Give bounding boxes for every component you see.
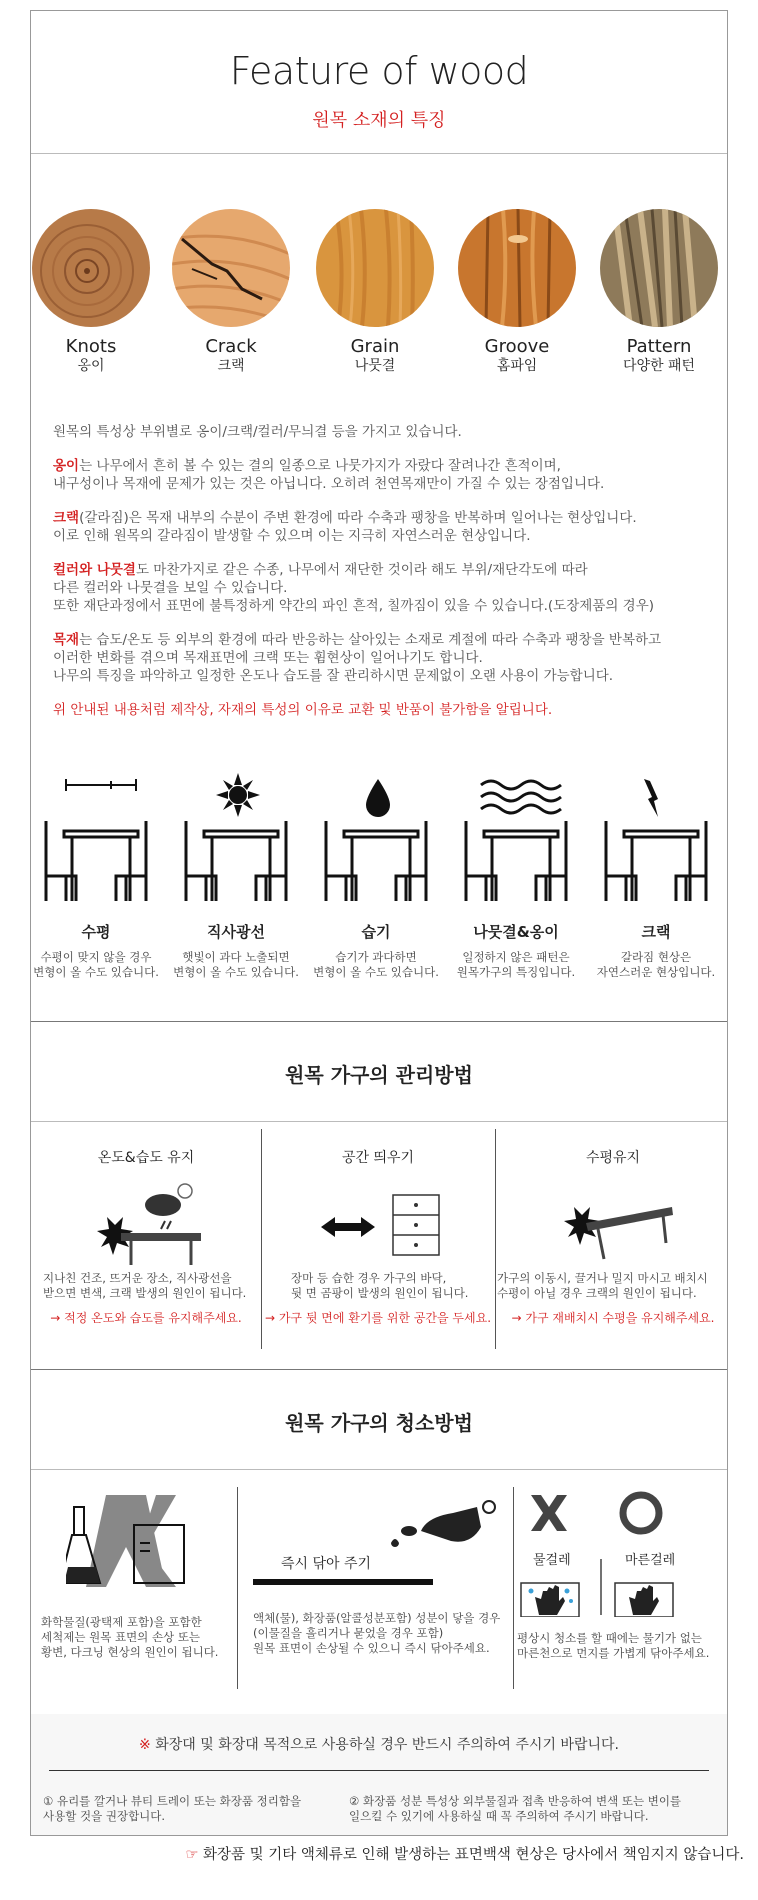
care-temperature — [31, 1139, 261, 1349]
divider — [513, 1487, 514, 1689]
condition-humidity — [306, 771, 446, 980]
warning-text: 위 안내된 내용처럼 제작상, 자재의 특성의 이유로 교환 및 반품이 불가함을 알립니다. — [53, 702, 553, 718]
divider — [31, 1121, 727, 1122]
feature-ko: 다양한 패턴 — [622, 358, 696, 374]
care-spacing — [263, 1139, 493, 1349]
care-heading: 수평유지 — [585, 1150, 641, 1166]
feature-pattern — [599, 209, 719, 375]
divider — [31, 1469, 727, 1470]
cleaning-cloth — [517, 1487, 727, 1660]
notice-box — [31, 1714, 727, 1836]
feature-crack — [171, 209, 291, 375]
crack-table-icon — [596, 771, 716, 911]
condition-text: 습기가 과다하면 변형이 올 수도 있습니다. — [313, 950, 439, 979]
care-text: 장마 등 습한 경우 가구의 바닥, 뒷 면 곰팡이 발생의 원인이 됩니다. — [291, 1271, 469, 1300]
knots-line: 는 나무에서 흔히 볼 수 있는 결의 일종으로 나뭇가지가 자랐다 잘려나간 흔적이며, — [79, 458, 561, 474]
knots-image — [32, 209, 150, 327]
cloth-text: 평상시 청소를 할 때에는 물기가 없는 마른천으로 먼지를 가볍게 닦아주세요. — [517, 1631, 710, 1660]
crack-line: 이로 인해 원목의 갈라짐이 발생할 수 있으며 이는 지극히 자연스러운 현상입니다. — [53, 528, 531, 544]
condition-label: 수평 — [81, 923, 111, 941]
feature-en: Knots — [65, 336, 117, 357]
page-title: Feature of wood — [229, 49, 529, 93]
divider — [49, 1770, 709, 1771]
footer-mark: ☞ — [185, 1847, 199, 1863]
color-line: 도 마찬가지로 같은 수종, 나무에서 재단한 것이라 해도 부위/재단각도에 따라 — [135, 562, 588, 578]
notice-item-2: ② 화장품 성분 특성상 외부물질과 접촉 반응하여 변색 또는 변이를 일으킬 수 있기에 사용하실 때 꼭 주의하여 주시기 바랍니다. — [349, 1794, 682, 1823]
cleaning-chemicals — [31, 1487, 231, 1660]
condition-grain — [446, 771, 586, 980]
wipe-text: 액체(물), 화장품(알콜성분포함) 성분이 닿을 경우 (이물질을 흘리거나 묻었을 경우 포함) 원목 표면이 손상될 수 있으니 즉시 닦아주세요. — [253, 1611, 501, 1655]
dry-cloth-label: 마른걸레 — [625, 1553, 676, 1568]
feature-en: Crack — [205, 336, 257, 357]
care-title: 원목 가구의 관리방법 — [285, 1063, 473, 1087]
color-line: 또한 재단과정에서 표면에 불특정하게 약간의 파인 흔적, 칠까짐이 있을 수 있습니다.(도장제품의 경우) — [53, 598, 654, 614]
condition-text: 갈라짐 현상은 자연스러운 현상입니다. — [596, 950, 716, 979]
level-icon — [548, 1177, 678, 1267]
content-frame — [30, 10, 728, 1836]
divider — [261, 1129, 262, 1349]
no-chemicals-icon — [66, 1487, 196, 1597]
color-paragraph — [53, 561, 713, 615]
wood-key: 목재 — [53, 632, 80, 648]
condition-text: 햇빛이 과다 노출되면 변형이 올 수도 있습니다. — [173, 950, 299, 979]
feature-grain — [315, 209, 435, 375]
notice-mark: ※ — [139, 1737, 151, 1753]
color-key: 컬러와 나뭇결 — [53, 562, 136, 578]
cleaning-title: 원목 가구의 청소방법 — [285, 1411, 473, 1435]
color-line: 다른 컬러와 나뭇결을 보일 수 있습니다. — [53, 580, 288, 596]
crack-line: (갈라짐)은 목재 내부의 수분이 주변 환경에 따라 수축과 팽창을 반복하며 일어나는 현상입니다. — [79, 510, 637, 526]
wood-line: 나무의 특징을 파악하고 일정한 온도나 습도를 잘 관리하시면 문제없이 오랜 사용이 가능합니다. — [53, 668, 614, 684]
condition-sunlight — [166, 771, 306, 980]
level-table-icon — [36, 771, 156, 911]
divider — [31, 1369, 727, 1370]
knots-key: 옹이 — [53, 458, 80, 474]
notice-headline — [31, 1734, 727, 1754]
feature-ko: 나뭇결 — [354, 358, 396, 374]
feature-ko: 옹이 — [77, 358, 105, 374]
care-note: → 가구 뒷 면에 환기를 위한 공간을 두세요. — [264, 1311, 492, 1325]
crack-image — [172, 209, 290, 327]
intro-text: 원목의 특성상 부위별로 옹이/크랙/컬러/무늬결 등을 가지고 있습니다. — [53, 424, 462, 440]
feature-ko: 크랙 — [217, 358, 245, 374]
feature-en: Pattern — [626, 336, 692, 357]
notice-headline-text: 화장대 및 화장대 목적으로 사용하실 경우 반드시 주의하여 주시기 바랍니다. — [155, 1737, 619, 1753]
condition-text: 일정하지 않은 패턴은 원목가구의 특징입니다. — [456, 950, 576, 979]
grain-table-icon — [456, 771, 576, 911]
condition-level — [30, 771, 166, 980]
crack-key: 크랙 — [53, 510, 80, 526]
temperature-icon — [81, 1177, 211, 1267]
divider — [495, 1129, 496, 1349]
grain-image — [316, 209, 434, 327]
notice-item-1: ① 유리를 깔거나 뷰티 트레이 또는 화장품 정리함을 사용할 것을 권장합니다. — [43, 1794, 302, 1823]
wood-paragraph — [53, 631, 713, 685]
wet-cloth-label: 물걸레 — [533, 1553, 571, 1568]
condition-text: 수평이 맞지 않을 경우 변형이 올 수도 있습니다. — [33, 950, 159, 979]
knots-line: 내구성이나 목재에 문제가 있는 것은 아닙니다. 오히려 천연목재만이 가질 수 있는 장점입니다. — [53, 476, 605, 492]
sunlight-table-icon — [176, 771, 296, 911]
condition-label: 나뭇결&옹이 — [473, 923, 559, 941]
footer-text: 화장품 및 기타 액체류로 인해 발생하는 표면백색 현상은 당사에서 책임지지 않습니다. — [203, 1847, 744, 1863]
feature-groove — [457, 209, 577, 375]
feature-knots — [31, 209, 151, 375]
spacing-icon — [313, 1177, 443, 1267]
chemicals-text: 화학물질(광택제 포함)을 포함한 세척제는 원목 표면의 손상 또는 황변, 다크닝 현상의 원인이 됩니다. — [41, 1615, 219, 1659]
wood-line: 이러한 변화를 겪으며 목재표면에 크랙 또는 휨현상이 일어나기도 합니다. — [53, 650, 483, 666]
crack-paragraph — [53, 509, 713, 545]
wipe-bar — [253, 1579, 433, 1585]
divider — [31, 1021, 727, 1022]
condition-label: 직사광선 — [207, 923, 265, 941]
condition-crack — [586, 771, 726, 980]
divider — [31, 153, 727, 154]
care-heading: 공간 띄우기 — [341, 1150, 415, 1166]
pattern-image — [600, 209, 718, 327]
feature-en: Grain — [350, 336, 400, 357]
page-subtitle: 원목 소재의 특징 — [312, 110, 446, 131]
condition-label: 크랙 — [641, 923, 671, 941]
humidity-table-icon — [316, 771, 436, 911]
care-note: → 가구 재배치시 수평을 유지해주세요. — [511, 1311, 715, 1325]
cleaning-wipe — [241, 1487, 509, 1655]
care-text: 지나친 건조, 뜨거운 장소, 직사광선을 받으면 변색, 크랙 발생의 원인이 됩니다. — [43, 1271, 247, 1300]
wood-line: 는 습도/온도 등 외부의 환경에 따라 반응하는 살아있는 소재로 계절에 따라 수축과 팽창을 반복하고 — [79, 632, 662, 648]
footer-note — [0, 1843, 744, 1864]
wipe-label: 즉시 닦아 주기 — [281, 1556, 372, 1572]
care-heading: 온도&습도 유지 — [97, 1150, 195, 1166]
feature-en: Groove — [484, 336, 550, 357]
feature-ko: 홈파임 — [496, 358, 538, 374]
groove-image — [458, 209, 576, 327]
care-text: 가구의 이동시, 끌거나 밀지 마시고 배치시 수평이 아닐 경우 크랙의 원인이 됩니다. — [497, 1271, 708, 1300]
divider — [237, 1487, 238, 1689]
wood-description — [53, 423, 713, 735]
knots-paragraph — [53, 457, 713, 493]
condition-label: 습기 — [361, 923, 391, 941]
care-level — [497, 1139, 728, 1349]
care-note: → 적정 온도와 습도를 유지해주세요. — [50, 1311, 242, 1325]
